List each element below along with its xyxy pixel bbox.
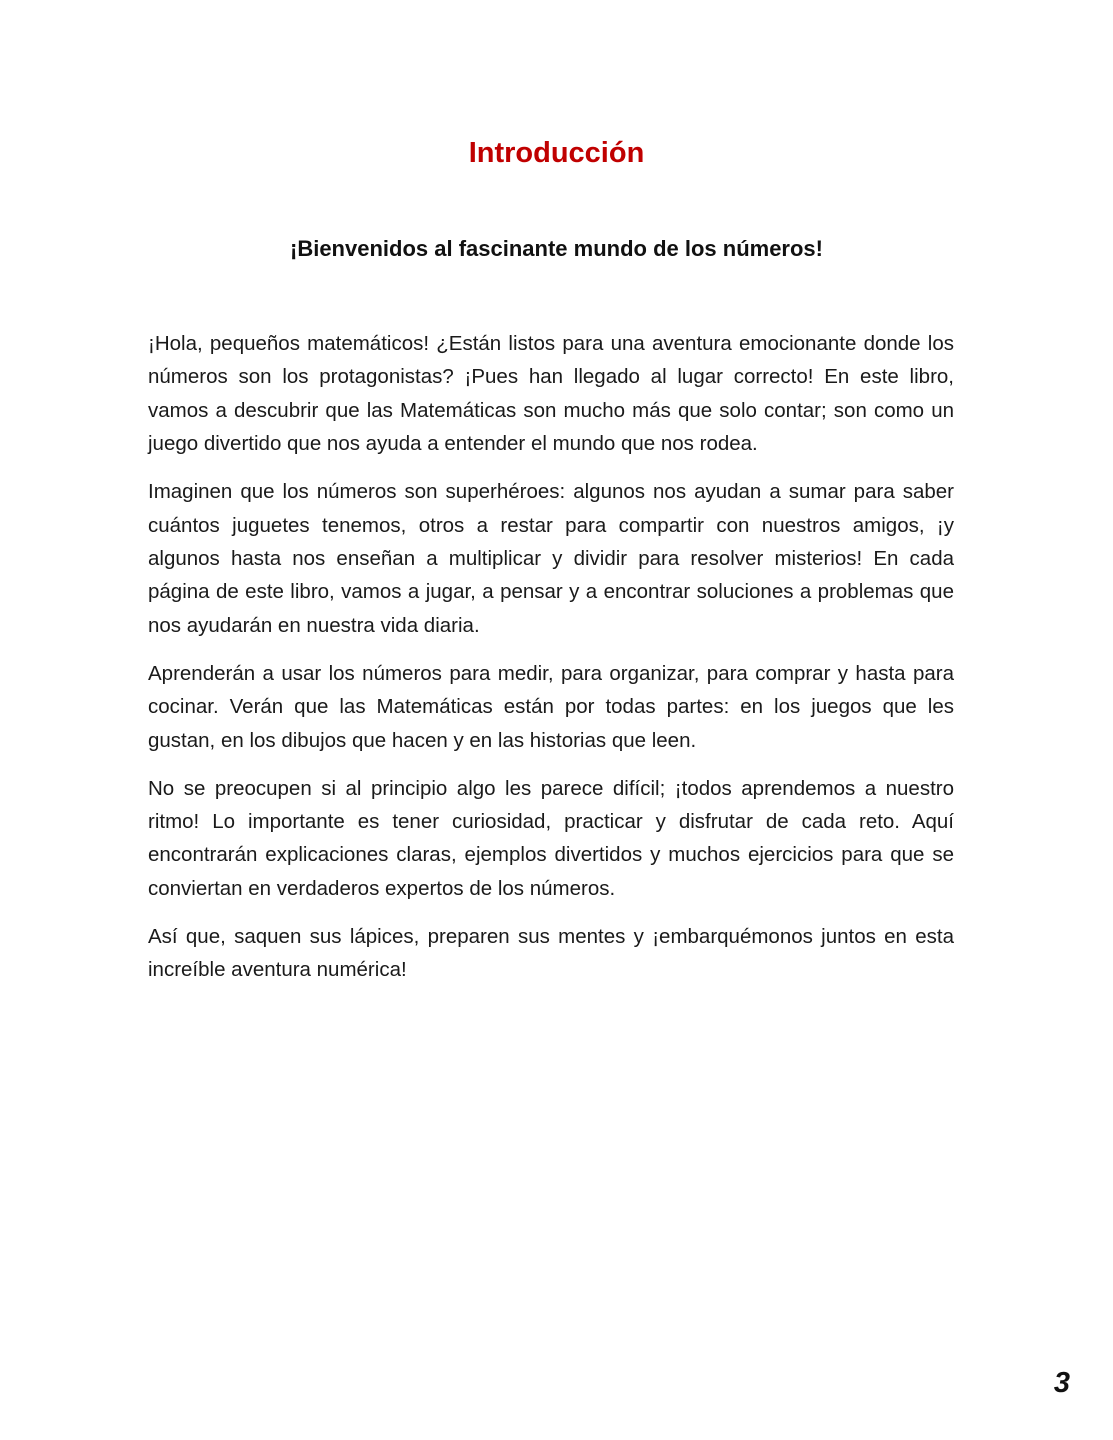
paragraph-2: Imaginen que los números son superhéroes: algunos nos ayudan a sumar para saber cuántos juguetes tenemos, otros a restar para compartir con nuestros amigos, ¡y algunos hasta nos enseñan a multiplicar y dividir para resolver misterios! En cada página de este libro, vamos a jugar, a pensar y a encontrar soluciones a problemas que nos ayudarán en nuestra vida diaria.: [148, 480, 954, 637]
body-text: [148, 327, 954, 1001]
paragraph-4: No se preocupen si al principio algo les parece difícil; ¡todos aprendemos a nuestro ritmo! Lo importante es tener curiosidad, practicar y disfrutar de cada reto. Aquí encontrarán explicaciones claras, ejemplos divertidos y muchos ejercicios para que se conviertan en verdaderos expertos de los números.: [148, 776, 954, 900]
page-subtitle: ¡Bienvenidos al fascinante mundo de los números!: [290, 236, 823, 261]
paragraph-5: Así que, saquen sus lápices, preparen sus mentes y ¡embarquémonos juntos en esta increíble aventura numérica!: [148, 924, 954, 982]
page-number: 3: [1053, 1367, 1070, 1399]
page-title: Introducción: [468, 137, 645, 169]
paragraph-3: Aprenderán a usar los números para medir, para organizar, para comprar y hasta para cocinar. Verán que las Matemáticas están por todas partes: en los juegos que les gustan, en los dibujos que hacen y en las historias que leen.: [148, 661, 954, 752]
paragraph-1: ¡Hola, pequeños matemáticos! ¿Están listos para una aventura emocionante donde los números son los protagonistas? ¡Pues han llegado al lugar correcto! En este libro, vamos a descubrir que las Matemáticas son mucho más que solo contar; son como un juego divertido que nos ayuda a entender el mundo que nos rodea.: [148, 332, 954, 456]
